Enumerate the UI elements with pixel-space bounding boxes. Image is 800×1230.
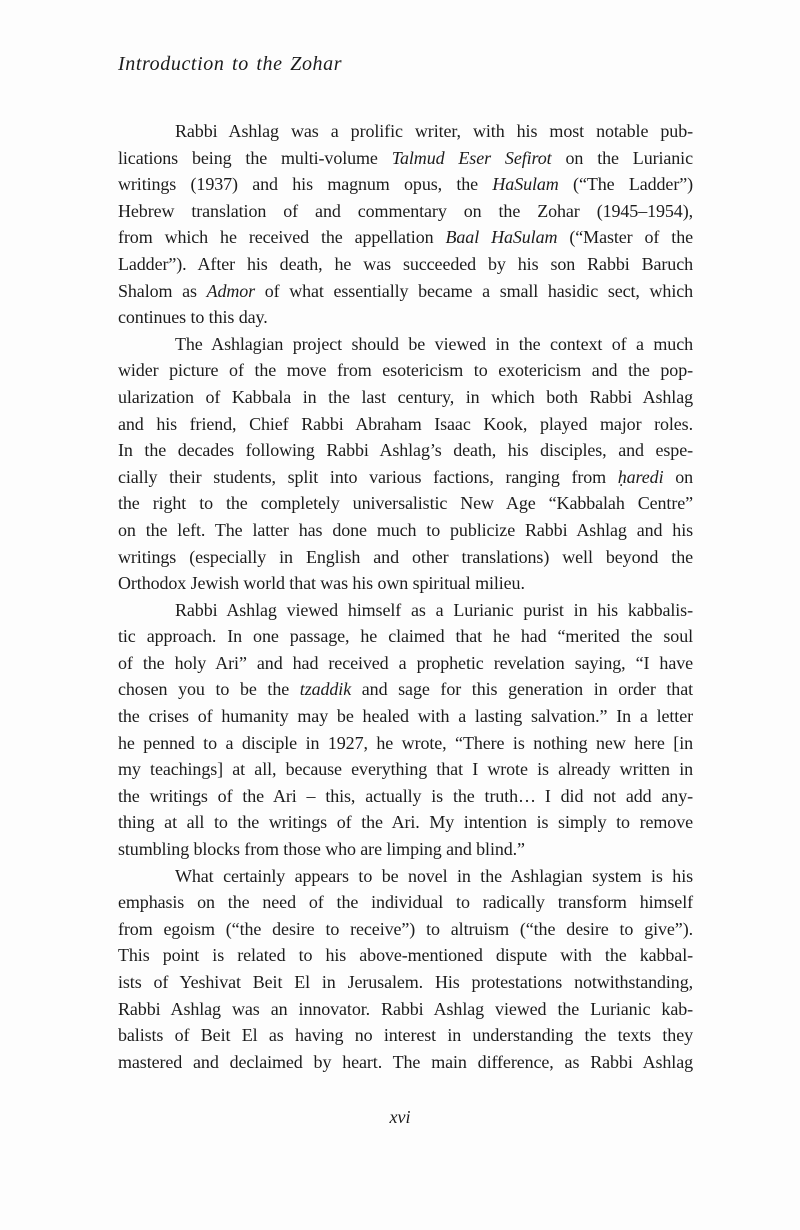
running-header: Introduction to the Zohar bbox=[118, 53, 343, 75]
text-line bbox=[118, 597, 693, 624]
text-line bbox=[118, 916, 693, 943]
text-segment: writings (1937) and his magnum opus, the bbox=[118, 174, 493, 195]
text-segment: emphasis on the need of the individual to radically transform himself bbox=[118, 892, 693, 913]
text-segment: Orthodox Jewish world that was his own spiritual milieu. bbox=[118, 573, 525, 594]
text-segment: ularization of Kabbala in the last century, in which both Rabbi Ashlag bbox=[118, 386, 693, 407]
text-line bbox=[118, 863, 693, 890]
text-line bbox=[118, 517, 693, 544]
text-segment: on the Lurianic bbox=[551, 147, 693, 168]
text-line bbox=[118, 783, 693, 810]
text-segment: on bbox=[663, 466, 693, 487]
text-segment: Rabbi Ashlag was an innovator. Rabbi Ashlag viewed the Lurianic kab- bbox=[118, 998, 693, 1019]
text-segment: my teachings] at all, because everything that I wrote is already written in bbox=[118, 759, 693, 780]
text-segment: Shalom as bbox=[118, 280, 207, 301]
text-line bbox=[118, 278, 693, 305]
text-segment: stumbling blocks from those who are limping and blind.” bbox=[118, 839, 525, 860]
text-line bbox=[118, 836, 693, 863]
page-number: xvi bbox=[389, 1107, 411, 1127]
text-line bbox=[118, 251, 693, 278]
text-segment: Hebrew translation of and commentary on the Zohar (1945–1954), bbox=[118, 200, 693, 221]
text-segment: thing at all to the writings of the Ari. My intention is simply to remove bbox=[118, 812, 693, 833]
text-line bbox=[118, 703, 693, 730]
text-segment: writings (especially in English and other translations) well beyond the bbox=[118, 546, 693, 567]
body-text bbox=[118, 118, 693, 1075]
italic-term: Talmud Eser Sefirot bbox=[391, 147, 552, 168]
text-segment: the writings of the Ari – this, actually is the truth… I did not add any- bbox=[118, 785, 693, 806]
text-segment: Rabbi Ashlag viewed himself as a Lurianic purist in his kabbalis- bbox=[175, 599, 693, 620]
text-segment: from egoism (“the desire to receive”) to altruism (“the desire to give”). bbox=[118, 918, 693, 939]
text-segment: of what essentially became a small hasidic sect, which bbox=[255, 280, 694, 301]
text-segment: he penned to a disciple in 1927, he wrote, “There is nothing new here [in bbox=[118, 732, 693, 753]
text-segment: of the holy Ari” and had received a prophetic revelation saying, “I have bbox=[118, 652, 693, 673]
text-line bbox=[118, 969, 693, 996]
text-segment: continues to this day. bbox=[118, 307, 268, 328]
italic-term: Admor bbox=[206, 280, 256, 301]
text-line bbox=[118, 437, 693, 464]
body-paragraph bbox=[118, 597, 693, 863]
italic-term: tzaddik bbox=[299, 679, 352, 700]
text-segment: balists of Beit El as having no interest in understanding the texts they bbox=[118, 1025, 693, 1046]
text-segment: and sage for this generation in order that bbox=[351, 679, 693, 700]
text-line bbox=[118, 384, 693, 411]
text-line bbox=[118, 145, 693, 172]
text-line bbox=[118, 1049, 693, 1076]
text-line bbox=[118, 544, 693, 571]
text-segment: tic approach. In one passage, he claimed that he had “merited the soul bbox=[118, 626, 693, 647]
body-paragraph bbox=[118, 118, 693, 331]
text-line bbox=[118, 942, 693, 969]
text-segment: mastered and declaimed by heart. The main difference, as Rabbi Ashlag bbox=[118, 1051, 693, 1072]
text-line bbox=[118, 464, 693, 491]
body-paragraph bbox=[118, 331, 693, 597]
text-line bbox=[118, 118, 693, 145]
text-line bbox=[118, 357, 693, 384]
text-line bbox=[118, 623, 693, 650]
text-segment: and his friend, Chief Rabbi Abraham Isaac Kook, played major roles. bbox=[118, 413, 693, 434]
text-line bbox=[118, 411, 693, 438]
text-segment: the crises of humanity may be healed with a lasting salvation.” In a letter bbox=[118, 706, 693, 727]
text-line bbox=[118, 889, 693, 916]
text-segment: wider picture of the move from esotericism to exotericism and the pop- bbox=[118, 360, 693, 381]
text-line bbox=[118, 304, 693, 331]
text-line bbox=[118, 570, 693, 597]
text-segment: What certainly appears to be novel in the Ashlagian system is his bbox=[175, 865, 693, 886]
text-line bbox=[118, 171, 693, 198]
text-line bbox=[118, 198, 693, 225]
text-line bbox=[118, 490, 693, 517]
text-line bbox=[118, 809, 693, 836]
text-segment: In the decades following Rabbi Ashlag’s death, his disciples, and espe- bbox=[118, 440, 693, 461]
italic-term: Baal HaSulam bbox=[445, 227, 558, 248]
text-line bbox=[118, 730, 693, 757]
text-segment: ists of Yeshivat Beit El in Jerusalem. His protestations notwithstanding, bbox=[118, 972, 693, 992]
text-line bbox=[118, 756, 693, 783]
text-segment: Ladder”). After his death, he was succeeded by his son Rabbi Baruch bbox=[118, 253, 693, 274]
italic-term: ḥaredi bbox=[617, 466, 664, 487]
text-segment: lications being the multi-volume bbox=[118, 147, 392, 168]
text-line bbox=[118, 650, 693, 677]
text-line bbox=[118, 676, 693, 703]
text-segment: The Ashlagian project should be viewed in the context of a much bbox=[175, 333, 693, 354]
text-segment: cially their students, split into various factions, ranging from bbox=[118, 466, 618, 487]
text-segment: (“Master of the bbox=[557, 227, 693, 248]
text-line bbox=[118, 224, 693, 251]
text-segment: from which he received the appellation bbox=[118, 227, 446, 248]
text-line bbox=[118, 996, 693, 1023]
text-line bbox=[118, 1022, 693, 1049]
italic-term: HaSulam bbox=[492, 174, 559, 195]
text-segment: (“The Ladder”) bbox=[558, 174, 694, 195]
text-segment: This point is related to his above-mentioned dispute with the kabbal- bbox=[118, 945, 693, 966]
text-segment: chosen you to be the bbox=[118, 679, 300, 700]
body-paragraph bbox=[118, 863, 693, 1076]
text-segment: Rabbi Ashlag was a prolific writer, with his most notable pub- bbox=[175, 121, 693, 141]
text-segment: on the left. The latter has done much to publicize Rabbi Ashlag and his bbox=[118, 519, 693, 540]
text-segment: the right to the completely universalistic New Age “Kabbalah Centre” bbox=[118, 493, 693, 514]
text-line bbox=[118, 331, 693, 358]
